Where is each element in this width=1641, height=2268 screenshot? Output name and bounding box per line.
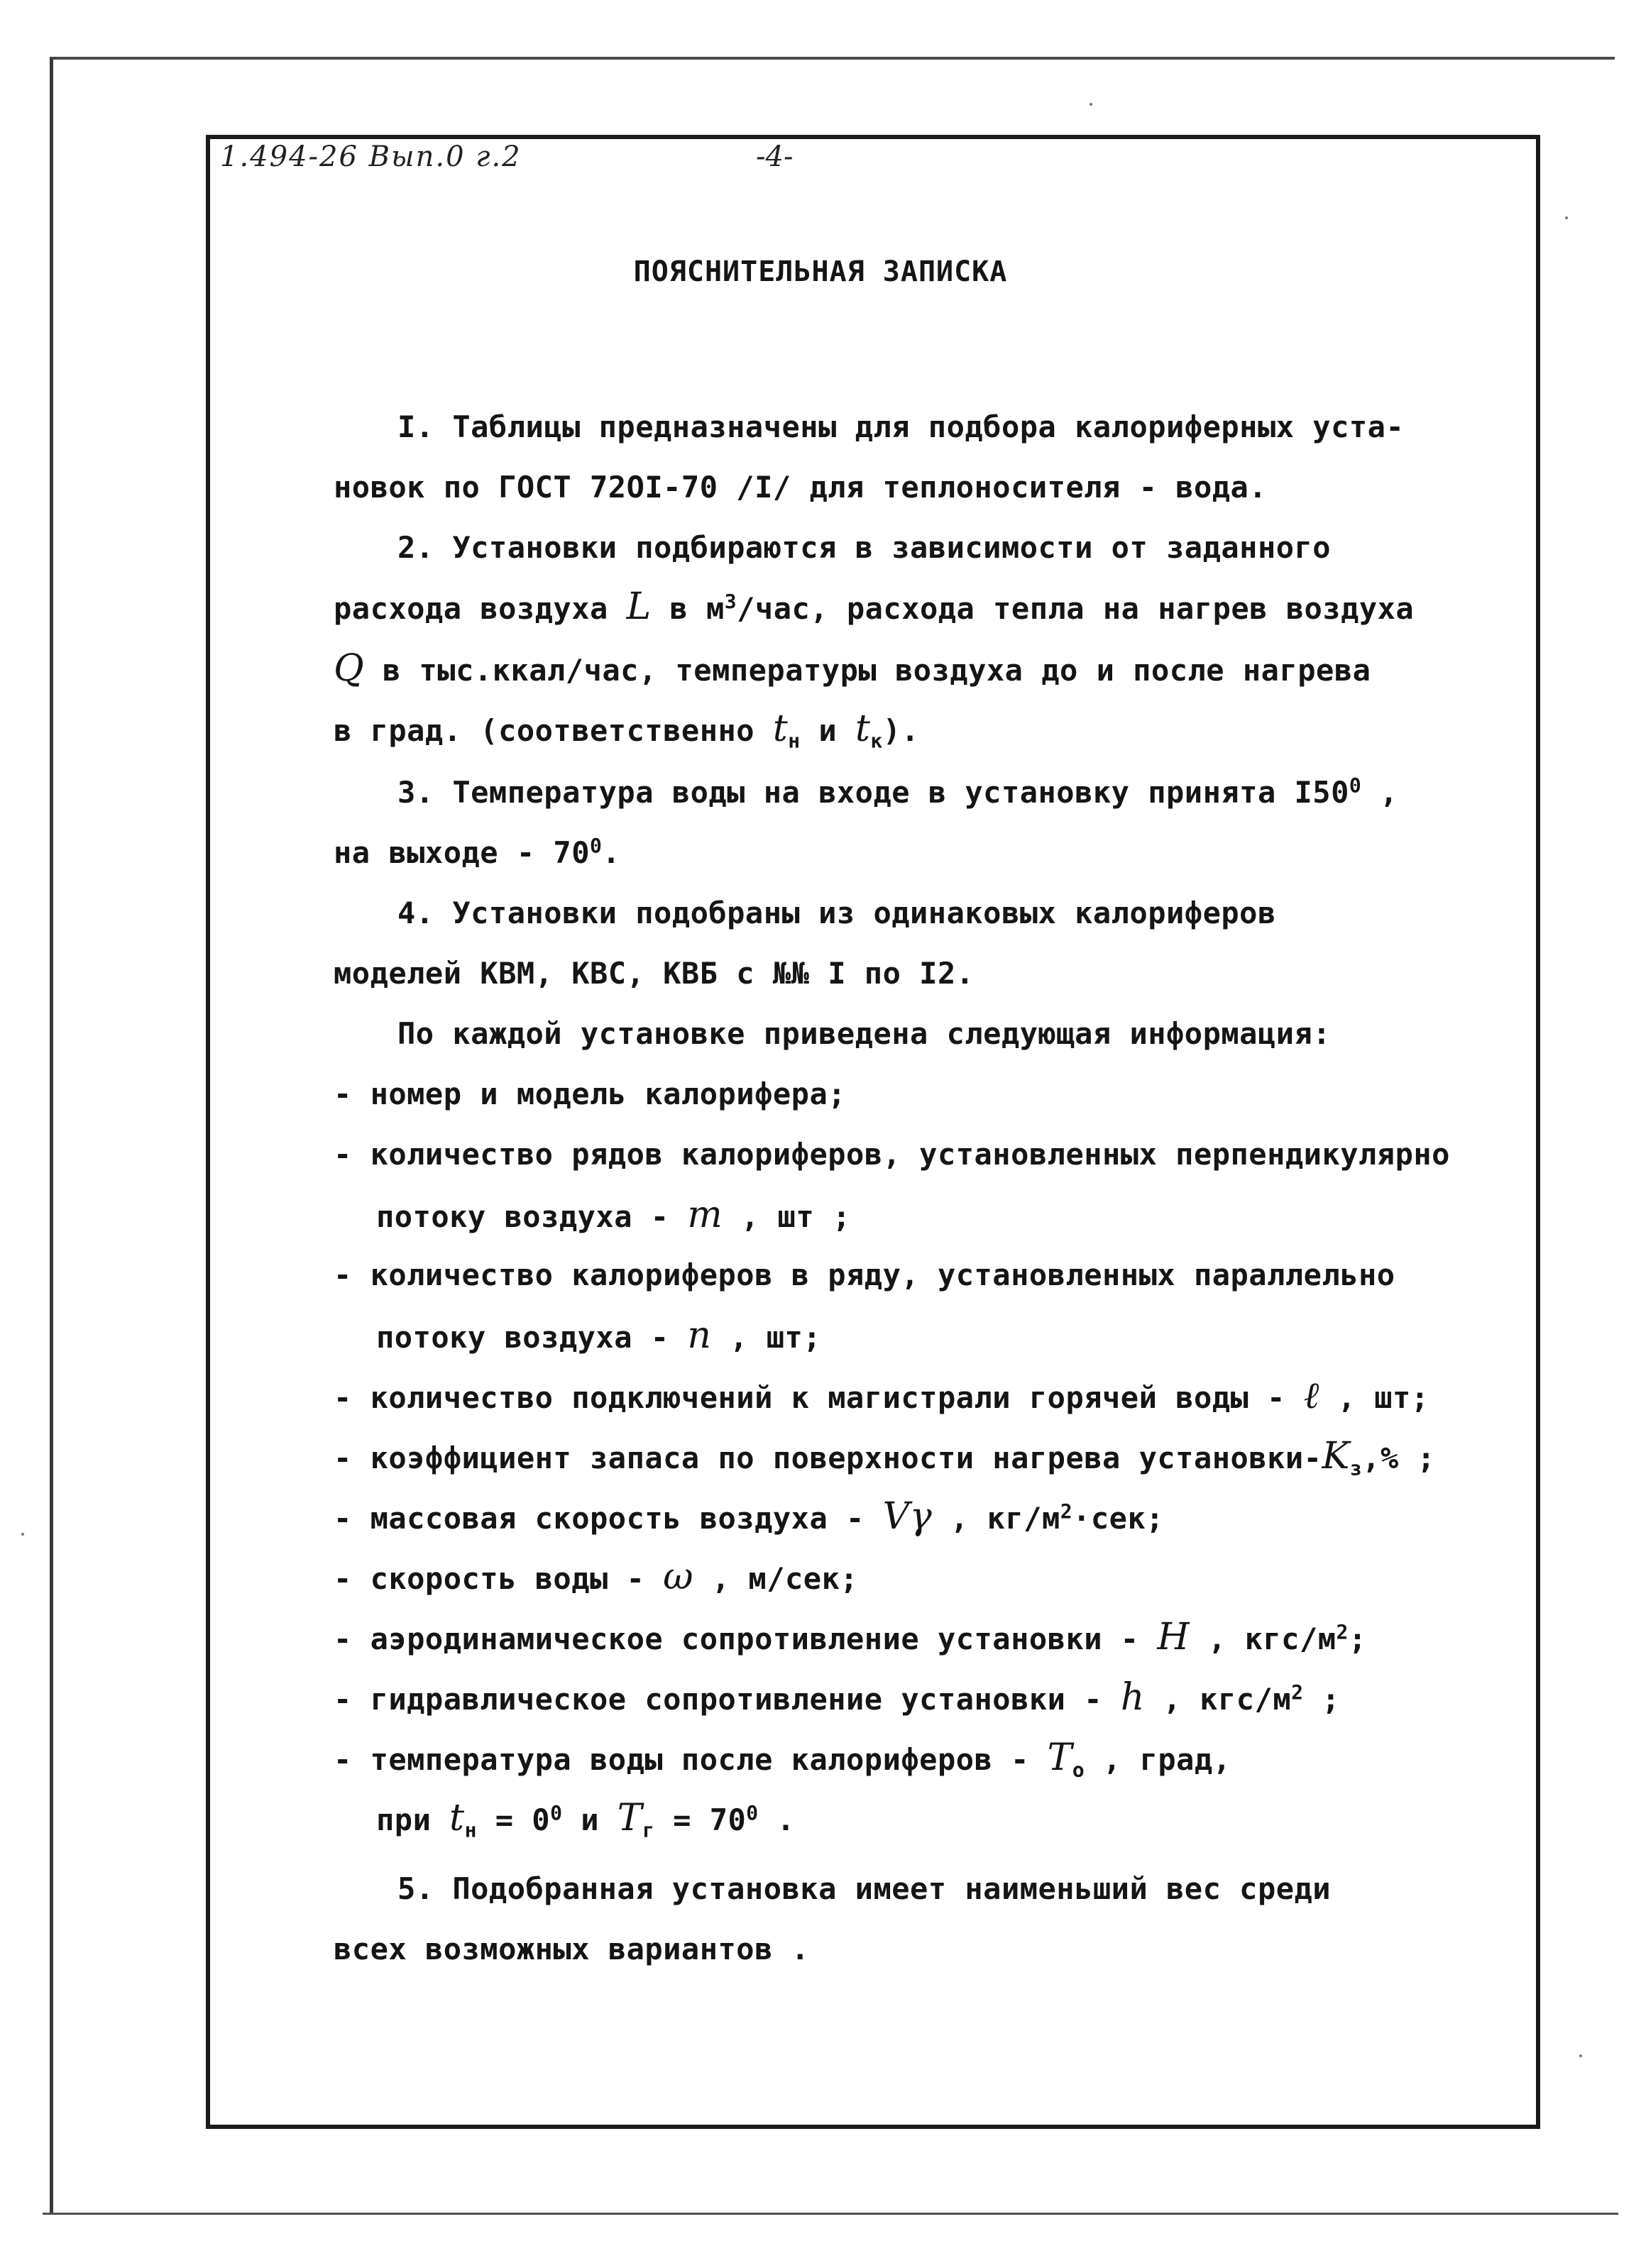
paragraph-2-line-4: в град. (соответственно $t_н$ и $t_к$). (334, 708, 920, 753)
document-title: ПОЯСНИТЕЛЬНАЯ ЗАПИСКА (633, 255, 1008, 288)
paragraph-3-line-1: 3. Температура воды на входе в установку принята $I50^0$ , (397, 774, 1398, 810)
list-item-water-temperature-line-2: при $t_н = 0^0$ и $T_г = 70^0$ . (376, 1797, 796, 1842)
scan-speck (21, 1533, 24, 1536)
paragraph-5-line-2: всех возможных вариантов . (334, 1932, 810, 1966)
list-item-mass-velocity: - массовая скорость воздуха - Vγ , $кг/м^2\cdot сек$; (334, 1495, 1165, 1538)
scan-speck (1579, 2054, 1582, 2057)
list-item-aero-resistance: - аэродинамическое сопротивление установки - H , кгс/$м^2$; (334, 1616, 1367, 1658)
list-item-reserve-factor: - коэффициент запаса по поверхности нагрева установки-$K_з,\%$ ; (334, 1435, 1436, 1480)
list-item-rows-line-1: - количество рядов калориферов, установленных перпендикулярно (334, 1137, 1450, 1172)
list-item-water-temperature-line-1: - температура воды после калориферов - $T_о$ , град, (334, 1736, 1231, 1782)
paragraph-5-line-1: 5. Подобранная установка имеет наименьший вес среди (397, 1871, 1332, 1906)
paragraph-2-line-1: 2. Установки подбираются в зависимости от заданного (397, 530, 1332, 565)
airflow-symbol: L (626, 585, 652, 628)
paragraph-2-line-2: расхода воздуха L в $м^3$/час, расхода тепла на нагрев воздуха (334, 585, 1415, 628)
list-item-count-line-1: - количество калориферов в ряду, установленных параллельно (334, 1257, 1395, 1292)
paragraph-3-line-2: на выходе - $70^0$. (334, 834, 621, 870)
paragraph-1-line-2: новок по ГОСТ 72OI-70 /I/ для теплоносителя - вода. (334, 470, 1268, 505)
paragraph-2-line-3: Q в тыс.ккал/час, температуры воздуха до и после нагрева (334, 647, 1371, 690)
scan-speck (1090, 103, 1092, 106)
list-item-connections: - количество подключений к магистрали горячей воды - ℓ , шт; (334, 1375, 1429, 1417)
list-item-rows-line-2: потоку воздуха - m , шт ; (376, 1194, 851, 1236)
paragraph-4-line-3: По каждой установке приведена следующая информация: (397, 1016, 1332, 1051)
page-number: -4- (756, 141, 794, 173)
document-code: 1.494-26 Вып.0 г.2 (220, 141, 522, 173)
scan-speck (1565, 216, 1568, 219)
bottom-page-edge (43, 2213, 1618, 2215)
list-item-model: - номер и модель калорифера; (334, 1077, 847, 1111)
list-item-hydraulic-resistance: - гидравлическое сопротивление установки - h , кгс/$м^2$ ; (334, 1676, 1341, 1719)
paragraph-1-line-1: I. Таблицы предназначены для подбора калориферных уста- (397, 409, 1405, 444)
list-item-count-line-2: потоку воздуха - n , шт; (376, 1314, 822, 1357)
paragraph-4-line-1: 4. Установки подобраны из одинаковых калориферов (397, 896, 1276, 930)
heat-symbol: Q (334, 647, 365, 690)
list-item-water-velocity: - скорость воды - ω , м/сек; (334, 1556, 859, 1598)
paragraph-4-line-2: моделей КВМ, КВС, КВБ с №№ I по I2. (334, 956, 975, 991)
